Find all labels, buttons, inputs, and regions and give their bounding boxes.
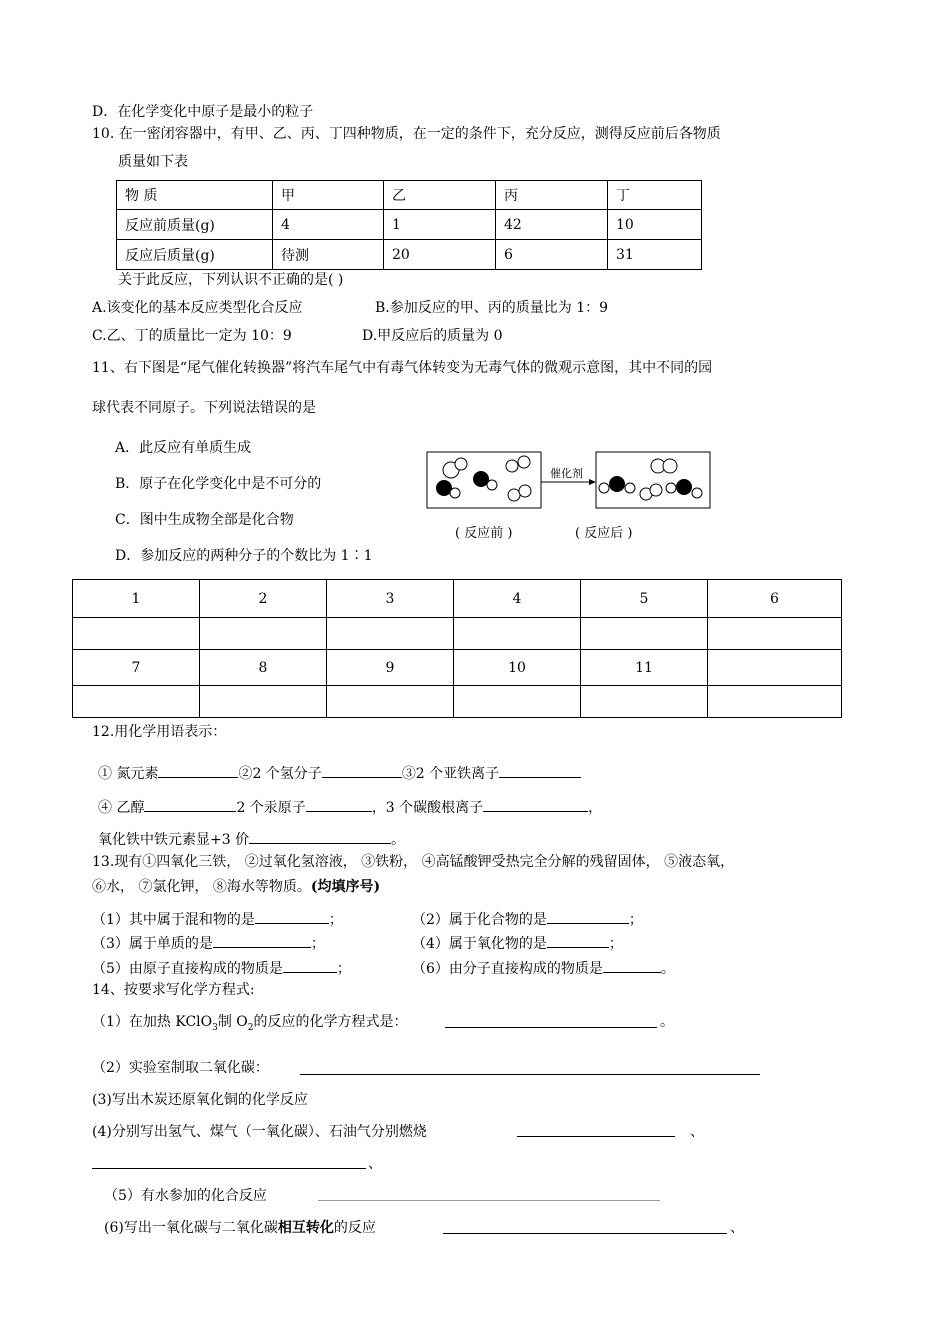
- q14-label: (6)写出一氧化碳与二氧化碳: [104, 1220, 278, 1236]
- reaction-diagram: [426, 450, 716, 510]
- q10-cell: 20: [384, 240, 496, 270]
- q14-part2: （2）实验室制取二氧化碳：: [92, 1060, 269, 1076]
- answer-blank[interactable]: [547, 932, 609, 948]
- answer-cell[interactable]: [327, 618, 454, 650]
- answer-cell[interactable]: [200, 618, 327, 650]
- answer-cell[interactable]: [454, 618, 581, 650]
- answer-blank[interactable]: [283, 957, 337, 973]
- q13-label: （5）由原子直接构成的物质是: [92, 961, 283, 977]
- q13-sep: ；: [328, 912, 343, 928]
- answer-line[interactable]: [300, 1074, 760, 1075]
- answer-number: 5: [581, 580, 708, 618]
- q14-part6-end: 、: [730, 1220, 744, 1236]
- q13-label: （4）属于氧化物的是: [412, 936, 547, 952]
- q13-stem-cont: [92, 877, 380, 897]
- answer-number: 2: [200, 580, 327, 618]
- answer-blank[interactable]: [322, 762, 402, 778]
- answer-blank[interactable]: [603, 957, 661, 973]
- q10-table-header: [117, 181, 702, 210]
- answer-cell[interactable]: [327, 686, 454, 718]
- q11-option-d: D．参加反应的两种分子的个数比为 1∶1: [115, 548, 373, 564]
- q11-stem: 11、右下图是“尾气催化转换器”将汽车尾气中有毒气体转变为无毒气体的微观示意图，其中不同的园: [92, 360, 713, 376]
- answer-number: 9: [327, 650, 454, 686]
- q13-part2: [412, 908, 643, 930]
- answer-number: 11: [581, 650, 708, 686]
- answer-line[interactable]: [445, 1027, 657, 1028]
- q10-cell: 42: [496, 210, 608, 240]
- q10-option-a: A.该变化的基本反应类型化合反应: [92, 300, 303, 316]
- q14-part6: [104, 1218, 376, 1238]
- q12-line2: [98, 796, 602, 818]
- answer-number: 8: [200, 650, 327, 686]
- q11-option-a: A．此反应有单质生成: [115, 440, 252, 456]
- q14-part5: （5）有水参加的化合反应: [104, 1188, 267, 1204]
- q12-label: 2 个汞原子: [236, 800, 306, 816]
- q13-sep: ；: [628, 912, 643, 928]
- q10-cell: 10: [608, 210, 702, 240]
- q13-sep: ；: [336, 961, 351, 977]
- answer-blank[interactable]: [144, 796, 236, 812]
- q14-label: 制 O: [217, 1014, 248, 1030]
- q12-label: ③2 个亚铁离子: [401, 766, 500, 782]
- answer-cell[interactable]: [454, 686, 581, 718]
- q10-question: 关于此反应，下列认识不正确的是( ): [118, 272, 344, 288]
- q14-label: 的反应: [333, 1220, 376, 1236]
- q12-label: ，: [588, 800, 603, 816]
- q10-stem-cont: 质量如下表: [118, 154, 188, 170]
- answer-blank-row: [73, 618, 842, 650]
- q10-cell: 4: [273, 210, 384, 240]
- q12-line3: [98, 828, 405, 850]
- q10-option-b: B.参加反应的甲、丙的质量比为 1：9: [375, 300, 609, 316]
- q10-header-cell: 丁: [608, 181, 702, 210]
- q12-label: ① 氮元素: [98, 766, 159, 782]
- q10-option-c: C.乙、丁的质量比一定为 10：9: [92, 328, 292, 344]
- answer-number: [708, 650, 842, 686]
- catalyst-label: 催化剂: [550, 467, 583, 480]
- subscript: 2: [247, 1022, 254, 1033]
- q13-stem: 13.现有①四氧化三铁， ②过氧化氢溶液， ③铁粉， ④高锰酸钾受热完全分解的残留固体， ⑤液态氧，: [92, 854, 735, 870]
- answer-line[interactable]: [517, 1136, 675, 1137]
- answer-blank[interactable]: [483, 796, 588, 812]
- q12-line1: [98, 762, 581, 784]
- q13-part1: [92, 908, 343, 930]
- q10-cell: 31: [608, 240, 702, 270]
- q10-cell: 反应前质量(g): [117, 210, 273, 240]
- q14-title: 14、按要求写化学方程式:: [92, 982, 255, 998]
- q14-part1-end: 。: [660, 1014, 674, 1030]
- answer-blank[interactable]: [306, 796, 372, 812]
- q13-part5: [92, 957, 351, 979]
- answer-number: 7: [73, 650, 200, 686]
- q13-sep: ；: [310, 936, 325, 952]
- q13-label: （2）属于化合物的是: [412, 912, 547, 928]
- answer-blank[interactable]: [158, 762, 238, 778]
- q12-label: ④ 乙醇: [98, 800, 145, 816]
- q10-header-cell: 乙: [384, 181, 496, 210]
- answer-blank[interactable]: [213, 932, 311, 948]
- q10-option-d: D.甲反应后的质量为 0: [362, 328, 503, 344]
- answer-line[interactable]: [443, 1233, 727, 1234]
- q10-table-row: [117, 240, 702, 270]
- answer-cell[interactable]: [581, 618, 708, 650]
- q10-cell: 待测: [273, 240, 384, 270]
- q13-items: ⑥水， ⑦氯化钾， ⑧海水等物质。: [92, 879, 311, 895]
- q13-part6: [412, 957, 675, 979]
- answer-blank[interactable]: [255, 908, 329, 924]
- q12-label: ②2 个氢分子: [238, 766, 322, 782]
- answer-line[interactable]: [318, 1200, 660, 1201]
- answer-table: [72, 579, 842, 718]
- q10-header-cell: 物 质: [117, 181, 273, 210]
- answer-cell[interactable]: [73, 618, 200, 650]
- q10-mass-table: [116, 180, 702, 270]
- q14-part1: [92, 1012, 408, 1038]
- q14-label: 的反应的化学方程式是：: [253, 1014, 408, 1030]
- q9-option-d: D．在化学变化中原子是最小的粒子: [92, 104, 314, 120]
- q10-header-cell: 甲: [273, 181, 384, 210]
- q10-cell: 反应后质量(g): [117, 240, 273, 270]
- before-label: ( 反应前 ): [455, 526, 513, 541]
- q13-instruction: (均填序号): [310, 879, 381, 895]
- answer-number-row: [73, 650, 842, 686]
- q14-emphasis: 相互转化: [277, 1220, 334, 1236]
- q12-label: 。: [391, 832, 406, 848]
- after-label: ( 反应后 ): [575, 526, 633, 541]
- answer-number: 10: [454, 650, 581, 686]
- answer-line[interactable]: [92, 1168, 366, 1169]
- q13-sep: 。: [660, 961, 675, 977]
- q13-part4: [412, 932, 623, 954]
- q13-label: （6）由分子直接构成的物质是: [412, 961, 603, 977]
- q10-header-cell: 丙: [496, 181, 608, 210]
- q10-cell: 6: [496, 240, 608, 270]
- q14-part4-end: 、: [368, 1156, 382, 1172]
- q12-label: ，3 个碳酸根离子: [371, 800, 484, 816]
- answer-blank[interactable]: [547, 908, 629, 924]
- q12-label: 氧化铁中铁元素显+3 价: [98, 832, 250, 848]
- answer-number: 6: [708, 580, 842, 618]
- q10-cell: 1: [384, 210, 496, 240]
- q13-label: （1）其中属于混和物的是: [92, 912, 255, 928]
- answer-cell[interactable]: [708, 618, 842, 650]
- q11-stem-cont: 球代表不同原子。下列说法错误的是: [92, 400, 316, 416]
- answer-cell[interactable]: [708, 686, 842, 718]
- answer-number: 4: [454, 580, 581, 618]
- subscript: 3: [212, 1022, 218, 1033]
- answer-blank-row: [73, 686, 842, 718]
- q14-part3: (3)写出木炭还原氧化铜的化学反应: [92, 1092, 308, 1108]
- answer-cell[interactable]: [73, 686, 200, 718]
- q12-title: 12.用化学用语表示：: [92, 724, 227, 740]
- answer-number: 3: [327, 580, 454, 618]
- q10-table-row: [117, 210, 702, 240]
- answer-blank[interactable]: [249, 828, 391, 844]
- answer-cell[interactable]: [200, 686, 327, 718]
- q13-sep: ；: [608, 936, 623, 952]
- q13-label: （3）属于单质的是: [92, 936, 213, 952]
- q11-option-b: B．原子在化学变化中是不可分的: [115, 476, 322, 492]
- answer-blank[interactable]: [499, 762, 581, 778]
- q14-part4: (4)分别写出氢气、煤气（一氧化碳）、石油气分别燃烧: [92, 1124, 427, 1140]
- answer-number: 1: [73, 580, 200, 618]
- q11-option-c: C．图中生成物全部是化合物: [115, 512, 294, 528]
- q14-part4-sep: 、: [690, 1124, 704, 1140]
- q14-label: （1）在加热 KClO: [92, 1014, 213, 1030]
- answer-cell[interactable]: [581, 686, 708, 718]
- q10-stem: 10. 在一密闭容器中，有甲、乙、丙、丁四种物质，在一定的条件下，充分反应，测得反应前后各物质: [92, 126, 721, 142]
- q13-part3: [92, 932, 325, 954]
- answer-number-row: [73, 580, 842, 618]
